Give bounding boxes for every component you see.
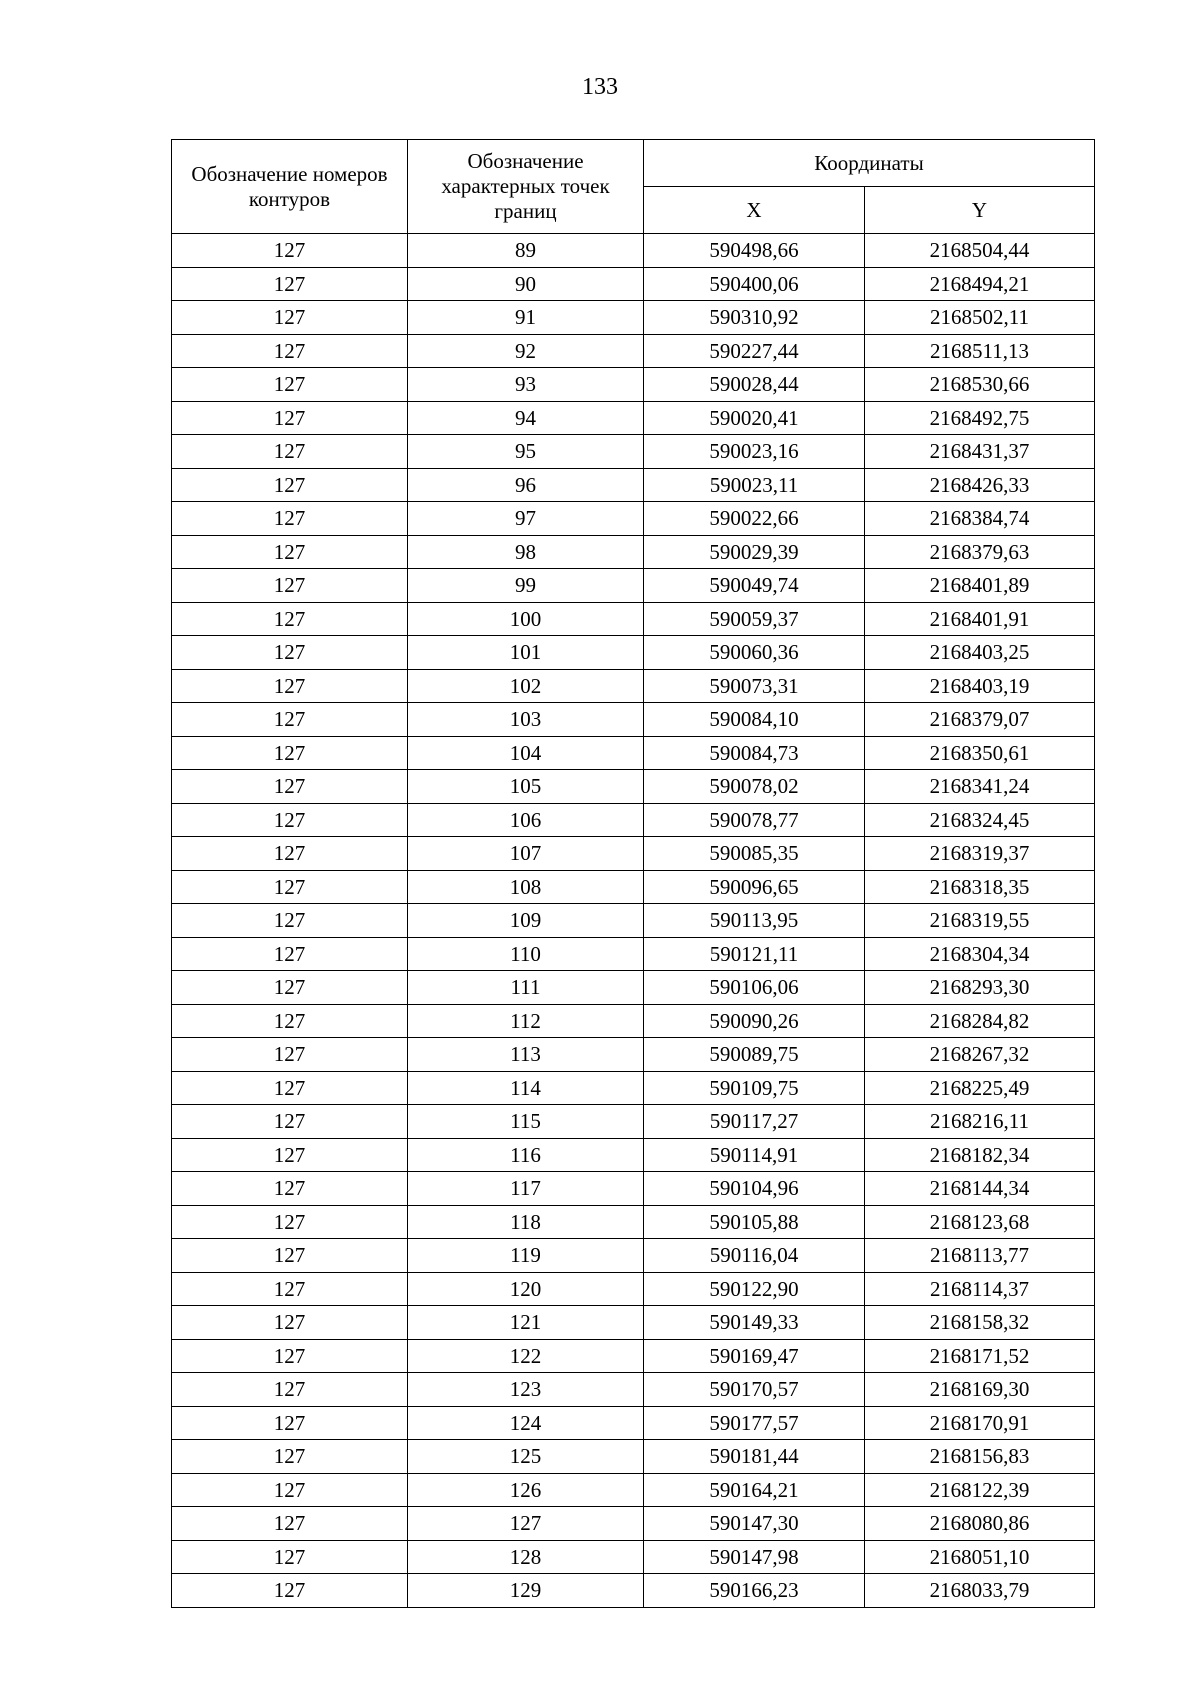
cell-point-number: 125 (408, 1440, 644, 1474)
cell-point-number: 114 (408, 1071, 644, 1105)
cell-y: 2168182,34 (865, 1138, 1095, 1172)
cell-x: 590078,02 (644, 770, 865, 804)
cell-contour-number: 127 (172, 368, 408, 402)
table-row (172, 267, 1095, 301)
cell-y: 2168318,35 (865, 870, 1095, 904)
cell-contour-number: 127 (172, 1004, 408, 1038)
cell-x: 590166,23 (644, 1574, 865, 1608)
cell-point-number: 103 (408, 703, 644, 737)
cell-x: 590169,47 (644, 1339, 865, 1373)
cell-y: 2168216,11 (865, 1105, 1095, 1139)
cell-point-number: 126 (408, 1473, 644, 1507)
header-coordinates: Координаты (644, 140, 1095, 187)
cell-point-number: 112 (408, 1004, 644, 1038)
cell-contour-number: 127 (172, 736, 408, 770)
cell-point-number: 118 (408, 1205, 644, 1239)
cell-x: 590073,31 (644, 669, 865, 703)
table-row (172, 1306, 1095, 1340)
cell-point-number: 110 (408, 937, 644, 971)
cell-x: 590164,21 (644, 1473, 865, 1507)
cell-x: 590096,65 (644, 870, 865, 904)
cell-y: 2168379,63 (865, 535, 1095, 569)
cell-y: 2168144,34 (865, 1172, 1095, 1206)
table-body (172, 234, 1095, 1608)
cell-contour-number: 127 (172, 1239, 408, 1273)
cell-contour-number: 127 (172, 301, 408, 335)
cell-contour-number: 127 (172, 1071, 408, 1105)
table-row (172, 569, 1095, 603)
cell-contour-number: 127 (172, 401, 408, 435)
table-row (172, 636, 1095, 670)
cell-point-number: 121 (408, 1306, 644, 1340)
cell-point-number: 108 (408, 870, 644, 904)
cell-y: 2168293,30 (865, 971, 1095, 1005)
table-row (172, 736, 1095, 770)
table-row (172, 870, 1095, 904)
cell-contour-number: 127 (172, 870, 408, 904)
cell-x: 590020,41 (644, 401, 865, 435)
cell-x: 590022,66 (644, 502, 865, 536)
table-row (172, 803, 1095, 837)
cell-contour-number: 127 (172, 468, 408, 502)
cell-contour-number: 127 (172, 1272, 408, 1306)
cell-point-number: 89 (408, 234, 644, 268)
cell-y: 2168401,89 (865, 569, 1095, 603)
cell-y: 2168122,39 (865, 1473, 1095, 1507)
cell-y: 2168379,07 (865, 703, 1095, 737)
cell-x: 590113,95 (644, 904, 865, 938)
cell-y: 2168171,52 (865, 1339, 1095, 1373)
cell-contour-number: 127 (172, 904, 408, 938)
table-row (172, 837, 1095, 871)
table-row (172, 1473, 1095, 1507)
cell-x: 590060,36 (644, 636, 865, 670)
table-row (172, 502, 1095, 536)
cell-point-number: 102 (408, 669, 644, 703)
cell-y: 2168225,49 (865, 1071, 1095, 1105)
table-row (172, 401, 1095, 435)
cell-y: 2168403,19 (865, 669, 1095, 703)
cell-y: 2168114,37 (865, 1272, 1095, 1306)
cell-contour-number: 127 (172, 1473, 408, 1507)
cell-y: 2168431,37 (865, 435, 1095, 469)
cell-y: 2168494,21 (865, 267, 1095, 301)
cell-contour-number: 127 (172, 435, 408, 469)
table-row (172, 937, 1095, 971)
cell-y: 2168284,82 (865, 1004, 1095, 1038)
cell-contour-number: 127 (172, 1507, 408, 1541)
cell-contour-number: 127 (172, 803, 408, 837)
cell-y: 2168530,66 (865, 368, 1095, 402)
cell-x: 590149,33 (644, 1306, 865, 1340)
cell-point-number: 100 (408, 602, 644, 636)
cell-x: 590059,37 (644, 602, 865, 636)
cell-x: 590084,73 (644, 736, 865, 770)
cell-contour-number: 127 (172, 267, 408, 301)
table-row (172, 971, 1095, 1005)
cell-x: 590106,06 (644, 971, 865, 1005)
cell-point-number: 115 (408, 1105, 644, 1139)
cell-x: 590117,27 (644, 1105, 865, 1139)
cell-contour-number: 127 (172, 770, 408, 804)
cell-y: 2168051,10 (865, 1540, 1095, 1574)
table-row (172, 435, 1095, 469)
cell-y: 2168158,32 (865, 1306, 1095, 1340)
table-row (172, 1540, 1095, 1574)
cell-y: 2168492,75 (865, 401, 1095, 435)
cell-point-number: 107 (408, 837, 644, 871)
cell-y: 2168170,91 (865, 1406, 1095, 1440)
cell-contour-number: 127 (172, 1105, 408, 1139)
table-row (172, 1038, 1095, 1072)
cell-x: 590078,77 (644, 803, 865, 837)
cell-y: 2168403,25 (865, 636, 1095, 670)
cell-x: 590227,44 (644, 334, 865, 368)
cell-y: 2168304,34 (865, 937, 1095, 971)
cell-x: 590023,16 (644, 435, 865, 469)
cell-x: 590498,66 (644, 234, 865, 268)
cell-y: 2168511,13 (865, 334, 1095, 368)
coordinates-table (171, 139, 1095, 1608)
cell-contour-number: 127 (172, 1038, 408, 1072)
cell-y: 2168341,24 (865, 770, 1095, 804)
cell-point-number: 109 (408, 904, 644, 938)
cell-point-number: 106 (408, 803, 644, 837)
cell-contour-number: 127 (172, 1339, 408, 1373)
cell-point-number: 116 (408, 1138, 644, 1172)
cell-contour-number: 127 (172, 669, 408, 703)
cell-point-number: 127 (408, 1507, 644, 1541)
cell-point-number: 129 (408, 1574, 644, 1608)
table-row (172, 234, 1095, 268)
cell-point-number: 94 (408, 401, 644, 435)
cell-y: 2168401,91 (865, 602, 1095, 636)
table-row (172, 1507, 1095, 1541)
cell-y: 2168350,61 (865, 736, 1095, 770)
table-row (172, 1172, 1095, 1206)
table-row (172, 334, 1095, 368)
cell-point-number: 122 (408, 1339, 644, 1373)
table-row (172, 669, 1095, 703)
cell-x: 590170,57 (644, 1373, 865, 1407)
table-row (172, 1205, 1095, 1239)
table-row (172, 1574, 1095, 1608)
cell-y: 2168384,74 (865, 502, 1095, 536)
cell-x: 590177,57 (644, 1406, 865, 1440)
cell-point-number: 123 (408, 1373, 644, 1407)
header-point-number: Обозначение характерных точек границ (408, 140, 644, 234)
cell-x: 590310,92 (644, 301, 865, 335)
cell-x: 590116,04 (644, 1239, 865, 1273)
cell-x: 590084,10 (644, 703, 865, 737)
cell-x: 590121,11 (644, 937, 865, 971)
cell-point-number: 128 (408, 1540, 644, 1574)
cell-y: 2168156,83 (865, 1440, 1095, 1474)
header-contour-number: Обозначение номеров контуров (172, 140, 408, 234)
cell-point-number: 105 (408, 770, 644, 804)
cell-contour-number: 127 (172, 535, 408, 569)
cell-point-number: 96 (408, 468, 644, 502)
cell-contour-number: 127 (172, 569, 408, 603)
cell-y: 2168324,45 (865, 803, 1095, 837)
cell-x: 590090,26 (644, 1004, 865, 1038)
cell-point-number: 90 (408, 267, 644, 301)
cell-y: 2168113,77 (865, 1239, 1095, 1273)
cell-y: 2168033,79 (865, 1574, 1095, 1608)
cell-point-number: 120 (408, 1272, 644, 1306)
cell-point-number: 98 (408, 535, 644, 569)
cell-x: 590147,30 (644, 1507, 865, 1541)
cell-point-number: 97 (408, 502, 644, 536)
table-header (172, 140, 1095, 234)
cell-y: 2168169,30 (865, 1373, 1095, 1407)
cell-contour-number: 127 (172, 602, 408, 636)
cell-contour-number: 127 (172, 1373, 408, 1407)
cell-y: 2168123,68 (865, 1205, 1095, 1239)
cell-contour-number: 127 (172, 1406, 408, 1440)
cell-y: 2168502,11 (865, 301, 1095, 335)
cell-point-number: 91 (408, 301, 644, 335)
header-y: Y (865, 187, 1095, 234)
cell-y: 2168267,32 (865, 1038, 1095, 1072)
cell-point-number: 113 (408, 1038, 644, 1072)
cell-contour-number: 127 (172, 837, 408, 871)
cell-x: 590029,39 (644, 535, 865, 569)
cell-contour-number: 127 (172, 234, 408, 268)
cell-point-number: 124 (408, 1406, 644, 1440)
table-row (172, 1138, 1095, 1172)
table-row (172, 535, 1095, 569)
table-row (172, 770, 1095, 804)
table-row (172, 1373, 1095, 1407)
cell-point-number: 104 (408, 736, 644, 770)
table-row (172, 1239, 1095, 1273)
table-row (172, 1406, 1095, 1440)
cell-contour-number: 127 (172, 937, 408, 971)
cell-x: 590147,98 (644, 1540, 865, 1574)
table-row (172, 368, 1095, 402)
cell-y: 2168426,33 (865, 468, 1095, 502)
cell-contour-number: 127 (172, 1540, 408, 1574)
cell-contour-number: 127 (172, 1172, 408, 1206)
cell-contour-number: 127 (172, 1205, 408, 1239)
cell-point-number: 93 (408, 368, 644, 402)
cell-contour-number: 127 (172, 1574, 408, 1608)
table-row (172, 904, 1095, 938)
cell-y: 2168319,37 (865, 837, 1095, 871)
cell-contour-number: 127 (172, 1138, 408, 1172)
page-number: 133 (582, 74, 618, 100)
cell-contour-number: 127 (172, 502, 408, 536)
cell-point-number: 95 (408, 435, 644, 469)
header-x: X (644, 187, 865, 234)
cell-x: 590028,44 (644, 368, 865, 402)
cell-point-number: 111 (408, 971, 644, 1005)
cell-x: 590105,88 (644, 1205, 865, 1239)
cell-contour-number: 127 (172, 703, 408, 737)
table-row (172, 1440, 1095, 1474)
table-row (172, 1105, 1095, 1139)
cell-x: 590023,11 (644, 468, 865, 502)
table-row (172, 1071, 1095, 1105)
cell-x: 590181,44 (644, 1440, 865, 1474)
cell-point-number: 92 (408, 334, 644, 368)
cell-y: 2168504,44 (865, 234, 1095, 268)
cell-point-number: 99 (408, 569, 644, 603)
cell-x: 590122,90 (644, 1272, 865, 1306)
cell-contour-number: 127 (172, 334, 408, 368)
cell-x: 590089,75 (644, 1038, 865, 1072)
cell-point-number: 101 (408, 636, 644, 670)
cell-x: 590085,35 (644, 837, 865, 871)
cell-x: 590049,74 (644, 569, 865, 603)
cell-contour-number: 127 (172, 971, 408, 1005)
cell-y: 2168080,86 (865, 1507, 1095, 1541)
table-row (172, 468, 1095, 502)
table-row (172, 301, 1095, 335)
cell-x: 590104,96 (644, 1172, 865, 1206)
cell-y: 2168319,55 (865, 904, 1095, 938)
cell-x: 590400,06 (644, 267, 865, 301)
table-row (172, 602, 1095, 636)
table-row (172, 703, 1095, 737)
table-row (172, 1004, 1095, 1038)
cell-contour-number: 127 (172, 1306, 408, 1340)
cell-contour-number: 127 (172, 636, 408, 670)
cell-point-number: 119 (408, 1239, 644, 1273)
cell-x: 590114,91 (644, 1138, 865, 1172)
cell-x: 590109,75 (644, 1071, 865, 1105)
table-row (172, 1339, 1095, 1373)
table-row (172, 1272, 1095, 1306)
cell-contour-number: 127 (172, 1440, 408, 1474)
cell-point-number: 117 (408, 1172, 644, 1206)
